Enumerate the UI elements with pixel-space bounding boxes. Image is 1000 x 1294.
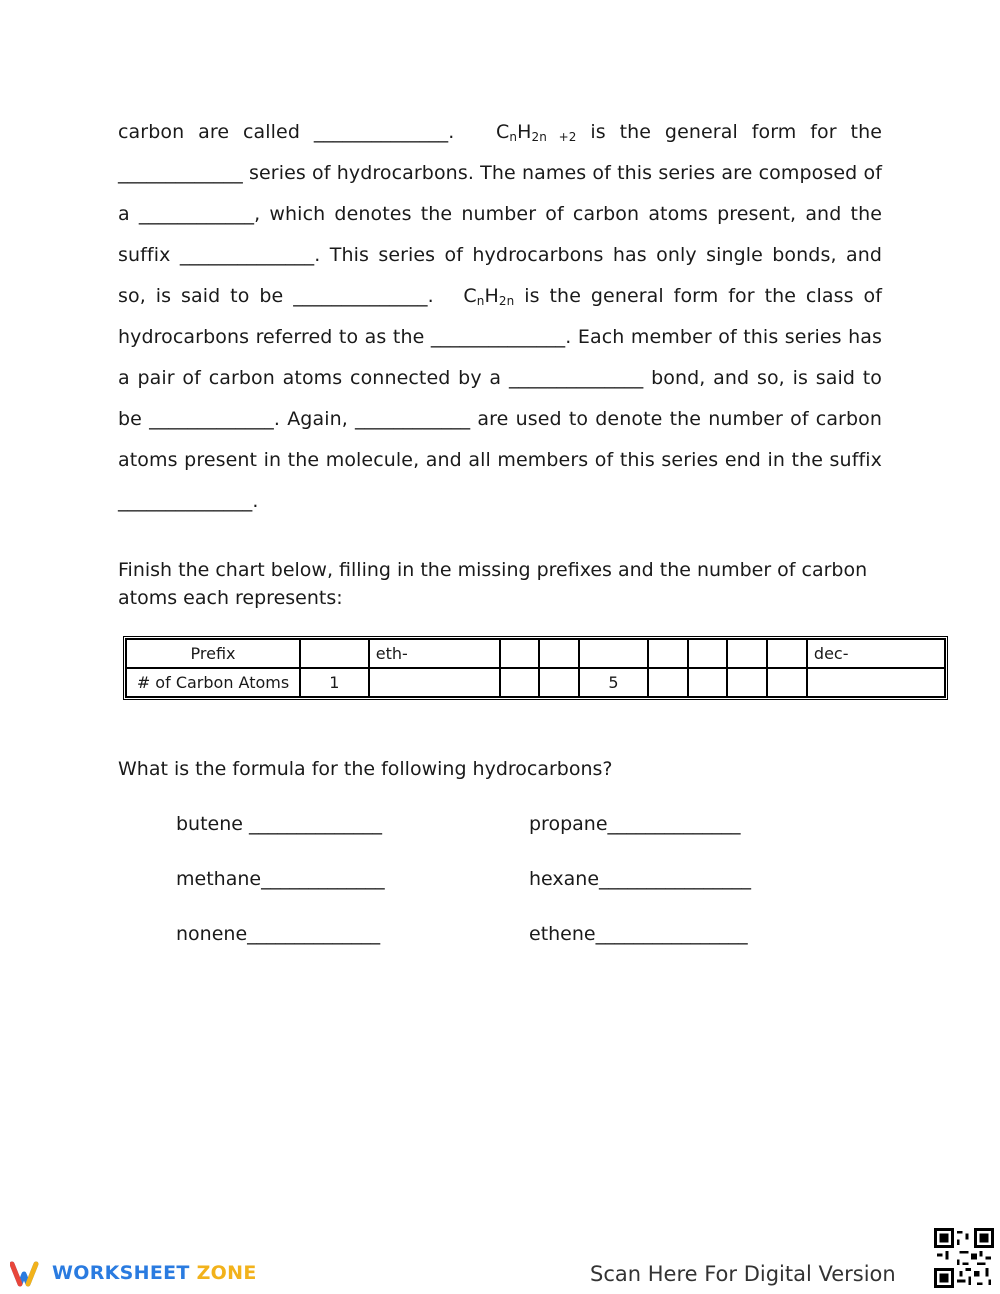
- text: . This series of hydrocarbons has only single bonds, and so, is said to be: [118, 244, 883, 307]
- table-cell: eth-: [369, 639, 500, 668]
- text: series of hydrocarbons. The names of this series are composed of a: [118, 162, 882, 225]
- text: .: [448, 121, 455, 143]
- formula-butene[interactable]: butene ______________: [176, 813, 383, 835]
- table-cell[interactable]: [688, 639, 728, 668]
- formula-ethene[interactable]: ethene________________: [529, 923, 748, 945]
- text: is the general form for the: [590, 121, 883, 143]
- table-cell[interactable]: [539, 639, 579, 668]
- formula-hexane[interactable]: hexane________________: [529, 868, 752, 890]
- text: .: [427, 285, 434, 307]
- table-cell: dec-: [807, 639, 945, 668]
- answer-blank[interactable]: ____________: [138, 203, 255, 225]
- scan-caption: Scan Here For Digital Version: [590, 1262, 896, 1286]
- table-row-prefix: [126, 639, 945, 668]
- table-cell[interactable]: [500, 668, 540, 697]
- answer-blank[interactable]: ______________: [508, 367, 644, 389]
- table-cell: Prefix: [126, 639, 300, 668]
- answer-blank[interactable]: ______________: [293, 285, 428, 307]
- answer-blank[interactable]: _____________: [118, 162, 243, 184]
- text: carbon are called: [118, 121, 300, 143]
- general-formula-alkane: $C_nH_{2n +2}$: [496, 121, 577, 144]
- table-cell[interactable]: [688, 668, 728, 697]
- text: are used to denote the number of carbon atoms present in the molecule, and all members of this series end in the suffix: [118, 408, 882, 471]
- table-cell[interactable]: [767, 639, 807, 668]
- table-cell[interactable]: [727, 668, 767, 697]
- worksheetzone-logo[interactable]: [10, 1258, 257, 1288]
- logo-text: WORKSHEET ZONE: [52, 1262, 257, 1284]
- table-cell[interactable]: [300, 639, 369, 668]
- chart-instruction: Finish the chart below, filling in the missing prefixes and the number of carbon atoms each represents:: [118, 559, 868, 609]
- answer-blank[interactable]: ______________: [179, 244, 315, 266]
- table-cell: 1: [300, 668, 369, 697]
- formula-propane[interactable]: propane______________: [529, 813, 741, 835]
- answer-blank[interactable]: ______________: [430, 326, 566, 348]
- table-cell[interactable]: [579, 639, 648, 668]
- text: . Again,: [273, 408, 348, 430]
- formula-question: What is the formula for the following hydrocarbons?: [118, 758, 613, 780]
- text: bond, and so, is said to be: [118, 367, 883, 430]
- table-cell[interactable]: [767, 668, 807, 697]
- table-row-carbon-atoms: [126, 668, 945, 697]
- table-cell: # of Carbon Atoms: [126, 668, 300, 697]
- prefix-table: [123, 636, 948, 700]
- table-cell[interactable]: [648, 639, 688, 668]
- answer-blank[interactable]: _____________: [149, 408, 274, 430]
- answer-blank[interactable]: ____________: [355, 408, 471, 430]
- answer-blank[interactable]: ______________: [118, 490, 253, 512]
- hydrocarbon-paragraph: [118, 112, 882, 522]
- table-cell: 5: [579, 668, 648, 697]
- general-formula-alkene: $C_nH_{2n}$: [463, 285, 515, 308]
- table-cell[interactable]: [648, 668, 688, 697]
- table-cell[interactable]: [807, 668, 945, 697]
- formula-nonene[interactable]: nonene______________: [176, 923, 381, 945]
- table-cell[interactable]: [500, 639, 540, 668]
- text: .: [252, 490, 259, 512]
- text: , which denotes the number of carbon atoms present, and the suffix: [118, 203, 882, 266]
- answer-blank[interactable]: ______________: [313, 121, 449, 143]
- table-cell[interactable]: [369, 668, 500, 697]
- text: . Each member of this series has a pair of carbon atoms connected by a: [118, 326, 883, 389]
- formula-methane[interactable]: methane_____________: [176, 868, 385, 890]
- text: is the general form for the class of hydrocarbons referred to as the: [118, 285, 882, 348]
- table-cell[interactable]: [727, 639, 767, 668]
- qr-code-icon[interactable]: [934, 1228, 994, 1288]
- logo-icon: [10, 1258, 46, 1288]
- table-cell[interactable]: [539, 668, 579, 697]
